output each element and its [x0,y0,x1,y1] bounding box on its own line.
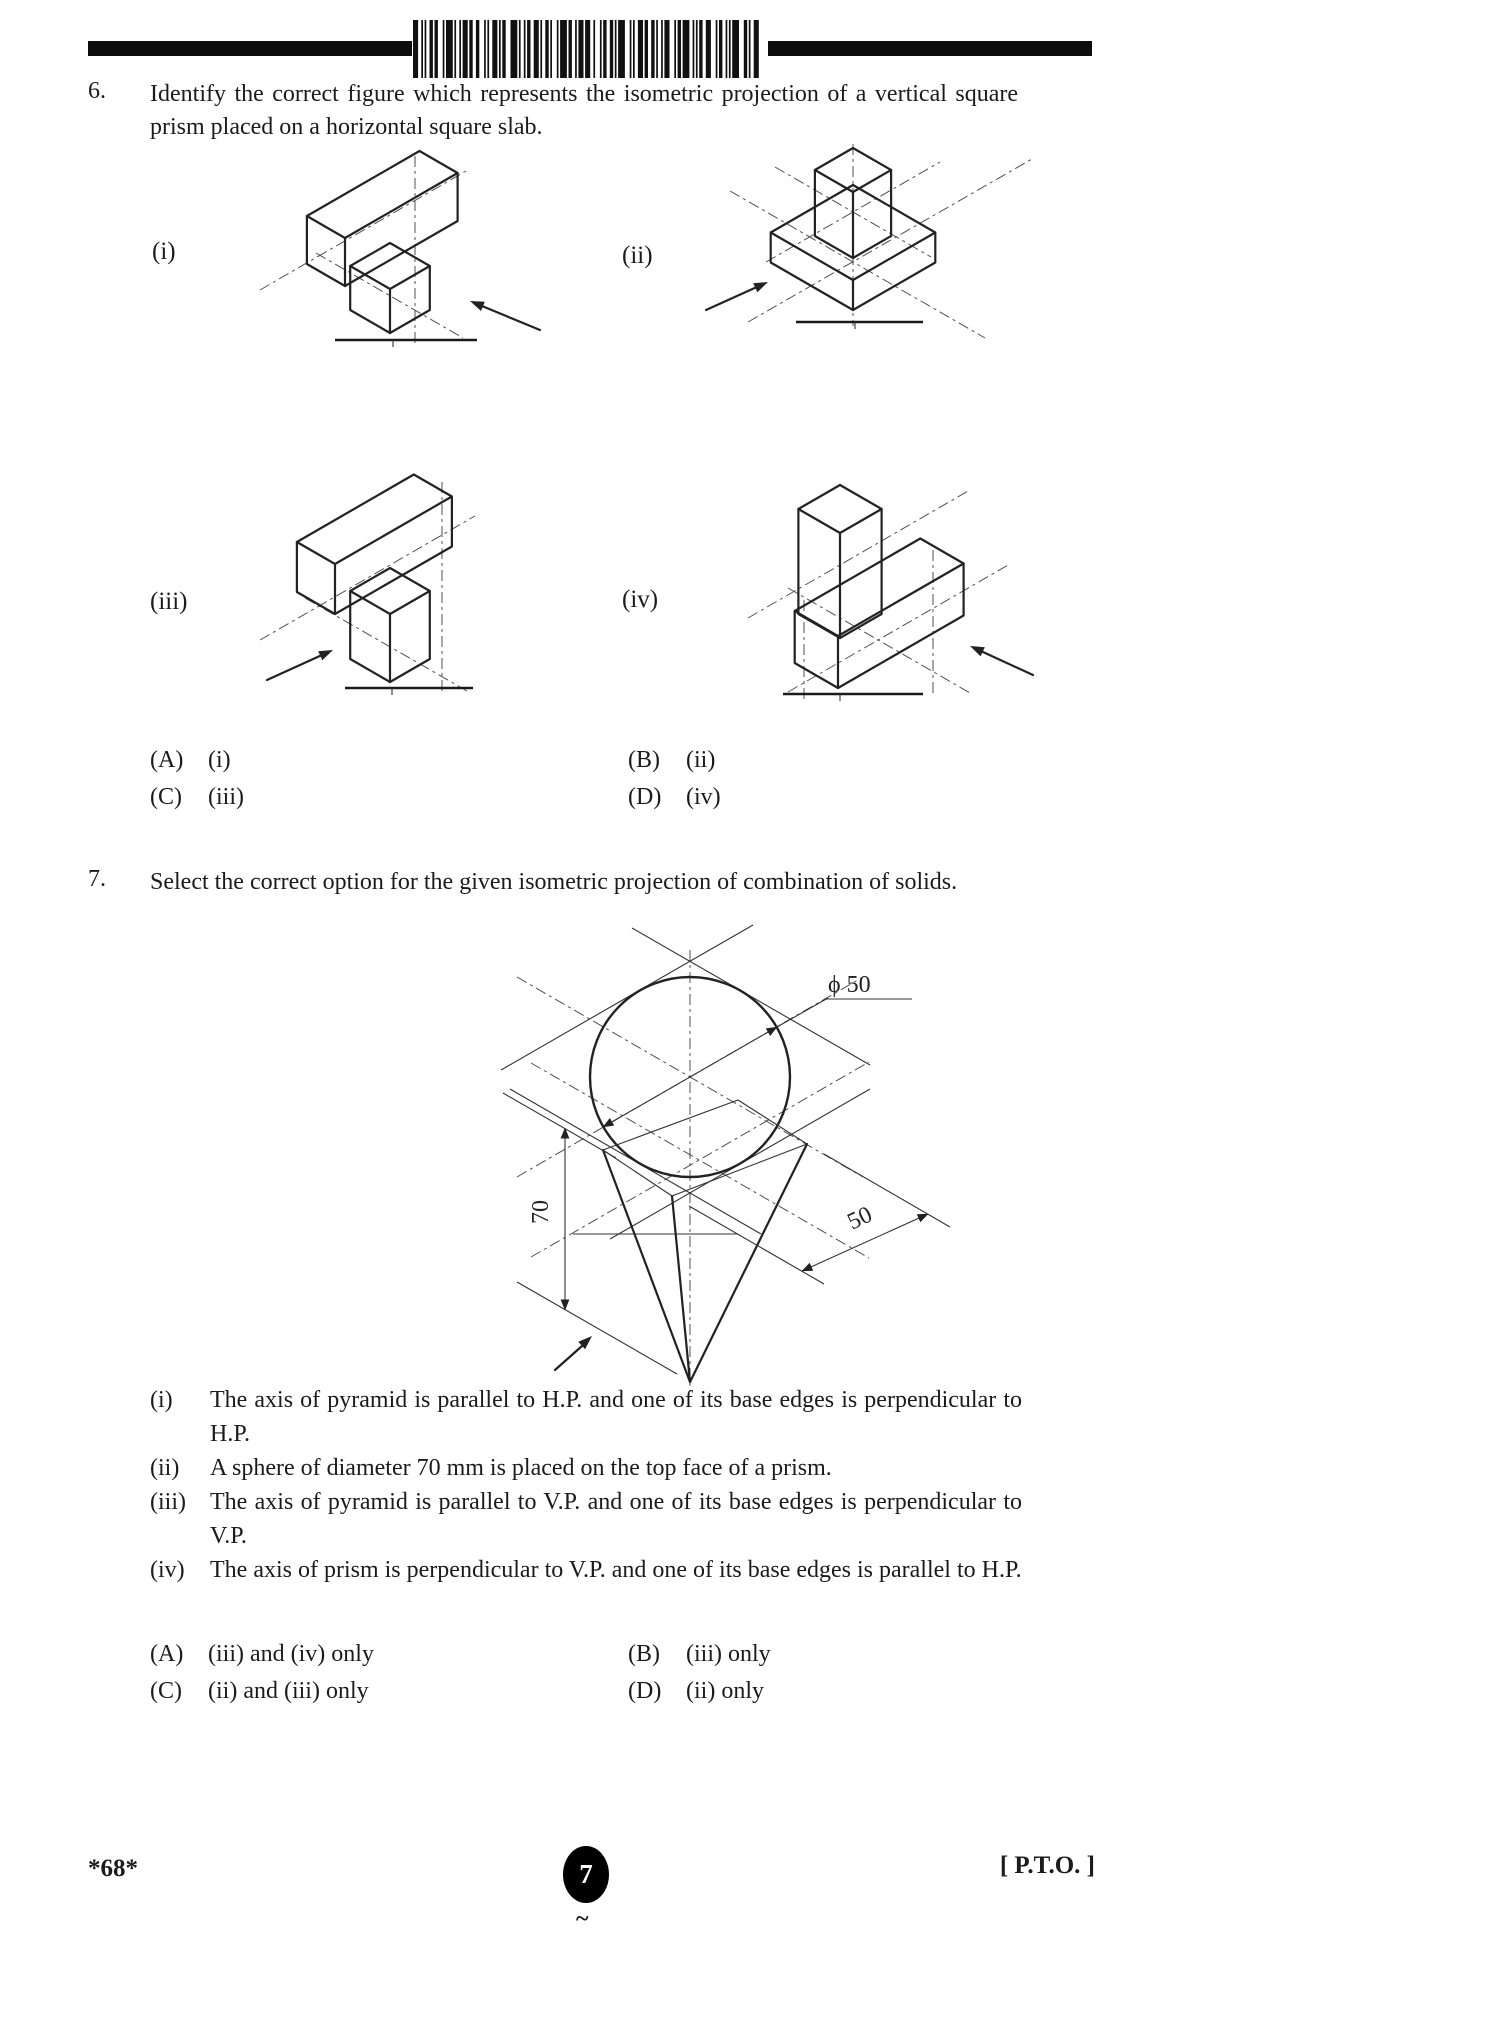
option-key: (D) [628,784,662,810]
question-7-statements [150,1383,1022,1587]
option-value: (ii) and (iii) only [208,1678,369,1704]
diameter-dimension-label: ϕ 50 [828,972,871,998]
option-key: (A) [150,1641,184,1667]
centre-lines [517,950,869,1392]
statement-iv [150,1553,1022,1587]
option-D [628,779,721,816]
footer-pto: [ P.T.O. ] [999,1852,1095,1879]
option-value: (iii) only [686,1641,771,1667]
option-C [150,1673,628,1710]
option-B [628,742,715,779]
footer-booklet-code: *68* [88,1855,138,1882]
option-row [150,779,1030,816]
height-dimension-label: 70 [528,1200,554,1224]
option-key: (A) [150,747,184,773]
figure-iii-isometric-drawing [205,472,615,702]
option-value: (iii) [208,784,244,810]
figure-i-isometric-drawing [205,148,615,348]
figure-ii-isometric-drawing [688,142,1098,342]
question-7-text: Select the correct option for the given isometric projection of combination of solids. [150,869,958,895]
option-B [628,1636,771,1673]
footer-mark: ~ [576,1906,589,1932]
statement-key: (iv) [150,1557,185,1583]
diameter-dimension [603,972,912,1127]
option-key: (D) [628,1678,662,1704]
question-6-options [150,742,1030,816]
base-dimension-label: 50 [843,1201,877,1236]
statement-ii [150,1451,1022,1485]
figure-iii-label: (iii) [150,588,188,615]
header-rule-left [88,41,412,56]
figure-iv-label: (iv) [622,586,659,613]
figure-iv-isometric-drawing [688,470,1098,700]
option-key: (C) [150,1678,182,1704]
barcode [413,20,765,78]
option-key: (B) [628,747,660,773]
option-value: (iii) and (iv) only [208,1641,374,1667]
question-7-isometric-drawing [360,922,980,1402]
statement-iii [150,1485,1022,1553]
option-value: (ii) only [686,1678,764,1704]
figure-ii-label: (ii) [622,242,653,269]
page-number-badge [563,1846,609,1903]
statement-key: (ii) [150,1455,180,1481]
option-value: (i) [208,747,231,773]
option-key: (B) [628,1641,660,1667]
option-value: (ii) [686,747,716,773]
statement-text: The axis of prism is perpendicular to V.P. and one of its base edges is parallel to H.P. [210,1557,1022,1583]
option-row [150,1673,1030,1710]
question-6-number: 6. [88,78,106,104]
question-6-text: Identify the correct figure which represents the isometric projection of a vertical square prism placed on a horizontal square slab. [150,81,1018,140]
statement-key: (iii) [150,1489,186,1515]
statement-text: The axis of pyramid is parallel to H.P. and one of its base edges is perpendicular to H.P. [210,1387,1022,1447]
question-7-options [150,1636,1030,1710]
option-C [150,779,628,816]
base-dimension [689,1154,950,1284]
option-row [150,742,1030,779]
statement-text: A sphere of diameter 70 mm is placed on the top face of a prism. [210,1455,832,1481]
option-key: (C) [150,784,182,810]
header-rule-right [768,41,1092,56]
statement-text: The axis of pyramid is parallel to V.P. and one of its base edges is perpendicular to V.P. [210,1489,1022,1549]
statement-key: (i) [150,1387,173,1413]
option-A [150,742,628,779]
option-D [628,1673,764,1710]
inverted-pyramid [603,1100,807,1382]
page-number: 7 [579,1859,593,1889]
figure-i-label: (i) [152,238,176,265]
statement-i [150,1383,1022,1451]
option-value: (iv) [686,784,721,810]
construction-lines [501,925,870,1239]
option-A [150,1636,628,1673]
view-direction-arrow [555,1336,592,1370]
option-row [150,1636,1030,1673]
question-7-number: 7. [88,866,106,892]
